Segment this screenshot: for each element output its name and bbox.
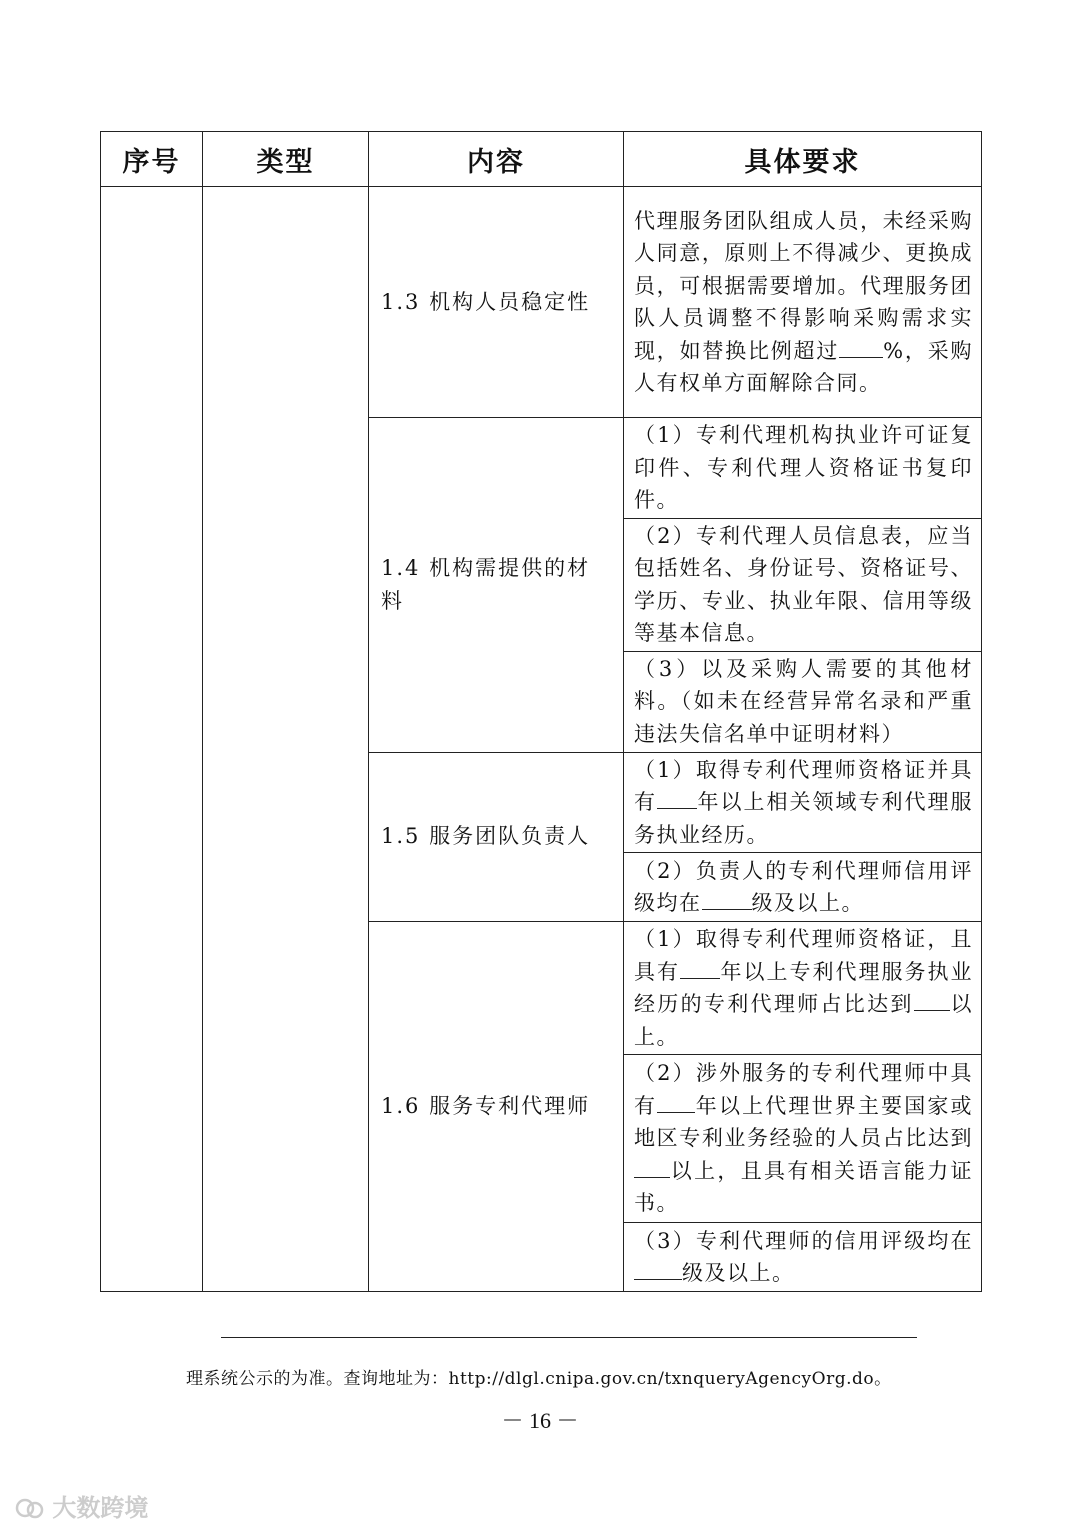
requirement-text: （3）专利代理师的信用评级均在 [634, 1228, 973, 1253]
fill-blank [634, 1155, 670, 1178]
header-type: 类型 [203, 132, 369, 187]
requirement-text: 年以上代理世界主要国家或地区专利业务经验的人员占比达到 [634, 1093, 974, 1151]
content-cell-1-4: 1.4 机构需提供的材料 [369, 418, 624, 753]
content-cell-1-5: 1.5 服务团队负责人 [369, 752, 624, 922]
requirement-cell-1-4-1: （1）专利代理机构执业许可证复印件、专利代理人资格证书复印件。 [624, 418, 982, 519]
header-index: 序号 [101, 132, 203, 187]
requirement-text: 代理服务团队组成人员，未经采购人同意，原则上不得减少、更换成员，可根据需要增加。代理服务团队人员调整不得影响采购需求实现，如替换比例超过 [634, 208, 973, 363]
fill-blank [702, 887, 752, 910]
requirement-cell-1-4-2: （2）专利代理人员信息表，应当包括姓名、身份证号、资格证号、学历、专业、执业年限、信用等级等基本信息。 [624, 518, 982, 651]
fill-blank [839, 335, 883, 358]
index-cell [101, 187, 203, 1292]
fill-blank [657, 1090, 695, 1113]
content-cell-1-3: 1.3 机构人员稳定性 [369, 187, 624, 418]
header-content: 内容 [369, 132, 624, 187]
header-requirements: 具体要求 [624, 132, 982, 187]
fill-blank [634, 1257, 682, 1280]
requirement-text: （1）取得专利代理师资格证，且具有 [634, 927, 973, 984]
watermark [14, 1488, 148, 1523]
fill-blank [680, 956, 720, 979]
requirement-cell-1-3 [624, 187, 982, 418]
requirement-cell-1-6-2 [624, 1055, 982, 1223]
requirement-text: 年以上相关领域专利代理服务执业经历。 [634, 790, 973, 847]
requirement-text: 级及以上。 [682, 1261, 795, 1285]
table-row [101, 187, 982, 418]
requirement-cell-1-5-2 [624, 853, 982, 922]
requirements-table [100, 131, 982, 1292]
wechat-logo-icon [14, 1497, 44, 1521]
content-cell-1-6: 1.6 服务专利代理师 [369, 922, 624, 1292]
requirement-text: %，采购人有权单方面解除合同。 [634, 338, 973, 395]
requirement-text: （2）涉外服务的专利代理师中具有 [634, 1061, 973, 1118]
requirement-text: （2）负责人的专利代理师信用评级均在 [634, 858, 973, 915]
requirement-text: （1）取得专利代理师资格证并具有 [634, 757, 973, 814]
requirement-cell-1-5-1 [624, 752, 982, 853]
fill-blank [657, 786, 697, 809]
requirement-text: 以上，且具有相关语言能力证书。 [634, 1158, 973, 1216]
table-header-row [101, 132, 982, 187]
requirement-cell-1-6-3 [624, 1223, 982, 1292]
page-number: － 16 － [501, 1408, 579, 1433]
footnote-divider [221, 1337, 917, 1338]
requirement-text: 年以上专利代理服务执业经历的专利代理师占比达到 [634, 959, 973, 1016]
requirement-text: 级及以上。 [751, 891, 864, 915]
requirement-cell-1-6-1 [624, 922, 982, 1055]
watermark-text: 大数跨境 [52, 1494, 149, 1522]
fill-blank [914, 988, 950, 1011]
requirement-cell-1-4-3: （3）以及采购人需要的其他材料。（如未在经营异常名录和严重违法失信名单中证明材料） [624, 651, 982, 752]
type-cell [203, 187, 369, 1292]
requirement-text: 以上。 [634, 992, 974, 1049]
footnote: 理系统公示的为准。查询地址为：http://dlgl.cnipa.gov.cn/txnqueryAgencyOrg.do。 [186, 1369, 892, 1389]
